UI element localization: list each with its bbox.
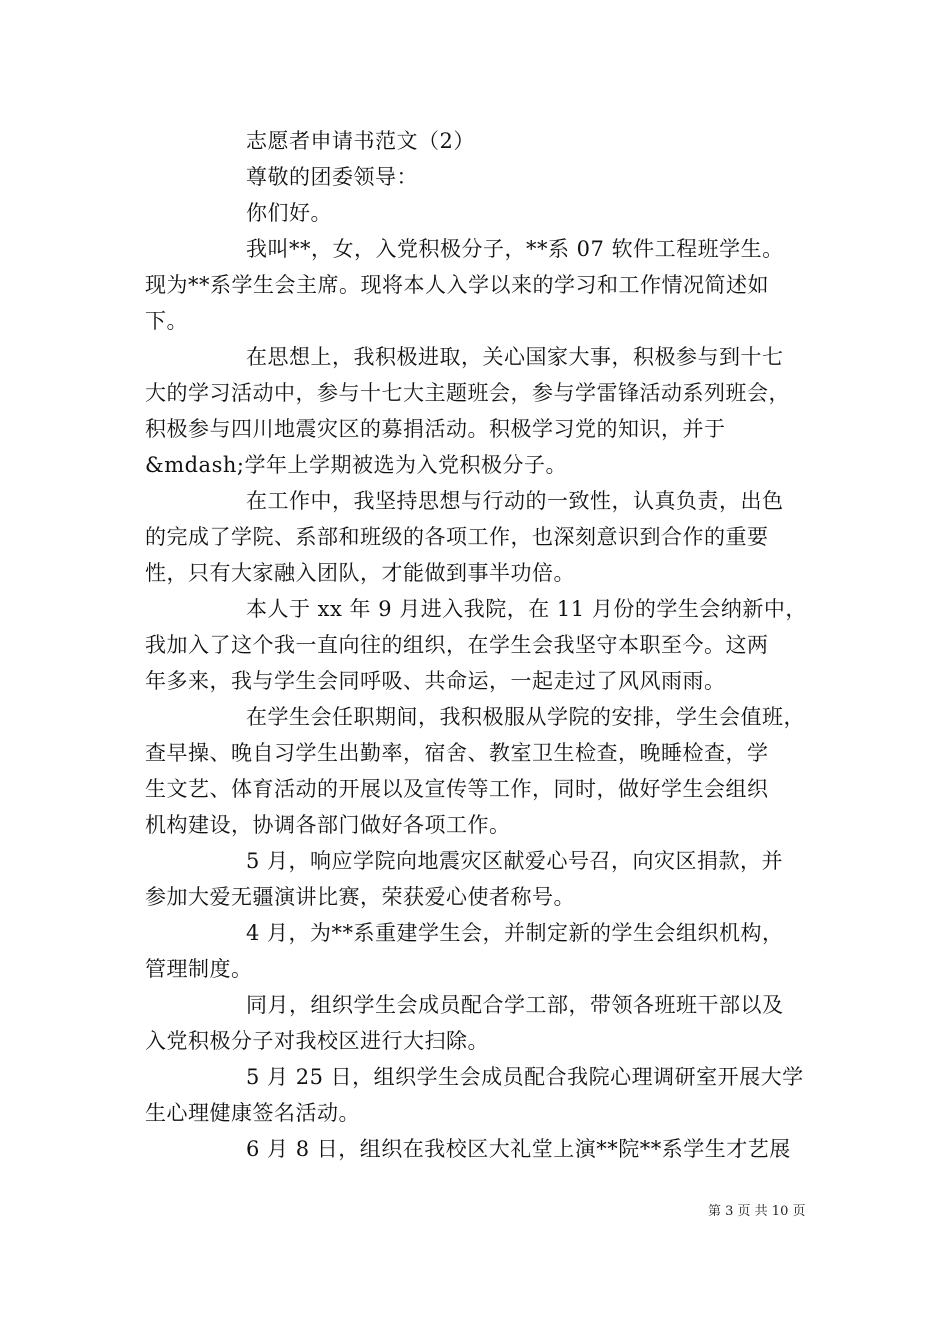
text-line: 大的学习活动中，参与十七大主题班会，参与学雷锋活动系列班会， bbox=[145, 381, 790, 405]
page-number-footer: 第 3 页 共 10 页 bbox=[708, 1204, 806, 1219]
text-line: 在工作中，我坚持思想与行动的一致性，认真负责，出色 bbox=[246, 489, 784, 513]
text-line: 在学生会任职期间，我积极服从学院的安排，学生会值班， bbox=[246, 705, 805, 729]
text-line: 查早操、晚自习学生出勤率，宿舍、教室卫生检查，晚睡检查，学 bbox=[145, 741, 769, 765]
text-line: 的完成了学院、系部和班级的各项工作，也深刻意识到合作的重要 bbox=[145, 525, 769, 549]
text-line: 4 月，为**系重建学生会，并制定新的学生会组织机构， bbox=[246, 921, 784, 945]
text-line: 性，只有大家融入团队，才能做到事半功倍。 bbox=[145, 561, 575, 585]
text-line: 管理制度。 bbox=[145, 957, 253, 981]
text-line: 我加入了这个我一直向往的组织，在学生会我坚守本职至今。这两 bbox=[145, 633, 769, 657]
text-line: 机构建设，协调各部门做好各项工作。 bbox=[145, 813, 511, 837]
text-line: 6 月 8 日，组织在我校区大礼堂上演**院**系学生才艺展 bbox=[246, 1137, 791, 1161]
text-line: 参加大爱无疆演讲比赛，荣获爱心使者称号。 bbox=[145, 885, 575, 909]
text-line: 积极参与四川地震灾区的募捐活动。积极学习党的知识，并于 bbox=[145, 417, 726, 441]
text-line: 现为**系学生会主席。现将本人入学以来的学习和工作情况简述如 bbox=[145, 273, 769, 297]
text-line: 入党积极分子对我校区进行大扫除。 bbox=[145, 1029, 489, 1053]
text-line: 生心理健康签名活动。 bbox=[145, 1101, 360, 1125]
document-title: 志愿者申请书范文（2） bbox=[246, 129, 475, 153]
text-line: 5 月 25 日，组织学生会成员配合我院心理调研室开展大学 bbox=[246, 1065, 804, 1089]
text-line: 5 月，响应学院向地震灾区献爱心号召，向灾区捐款，并 bbox=[246, 849, 784, 873]
salutation: 尊敬的团委领导： bbox=[246, 165, 418, 189]
text-line: 生文艺、体育活动的开展以及宣传等工作，同时，做好学生会组织 bbox=[145, 777, 769, 801]
text-line: 本人于 xx 年 9 月进入我院，在 11 月份的学生会纳新中， bbox=[246, 597, 807, 621]
text-line: 下。 bbox=[145, 309, 188, 333]
text-line: 在思想上，我积极进取，关心国家大事，积极参与到十七 bbox=[246, 345, 784, 369]
text-line: 同月，组织学生会成员配合学工部，带领各班班干部以及 bbox=[246, 993, 784, 1017]
greeting: 你们好。 bbox=[246, 201, 332, 225]
text-line: 我叫**，女，入党积极分子，**系 07 软件工程班学生。 bbox=[246, 237, 784, 261]
text-line: 年多来，我与学生会同呼吸、共命运，一起走过了风风雨雨。 bbox=[145, 669, 726, 693]
text-line: &mdash;学年上学期被选为入党积极分子。 bbox=[145, 453, 567, 477]
